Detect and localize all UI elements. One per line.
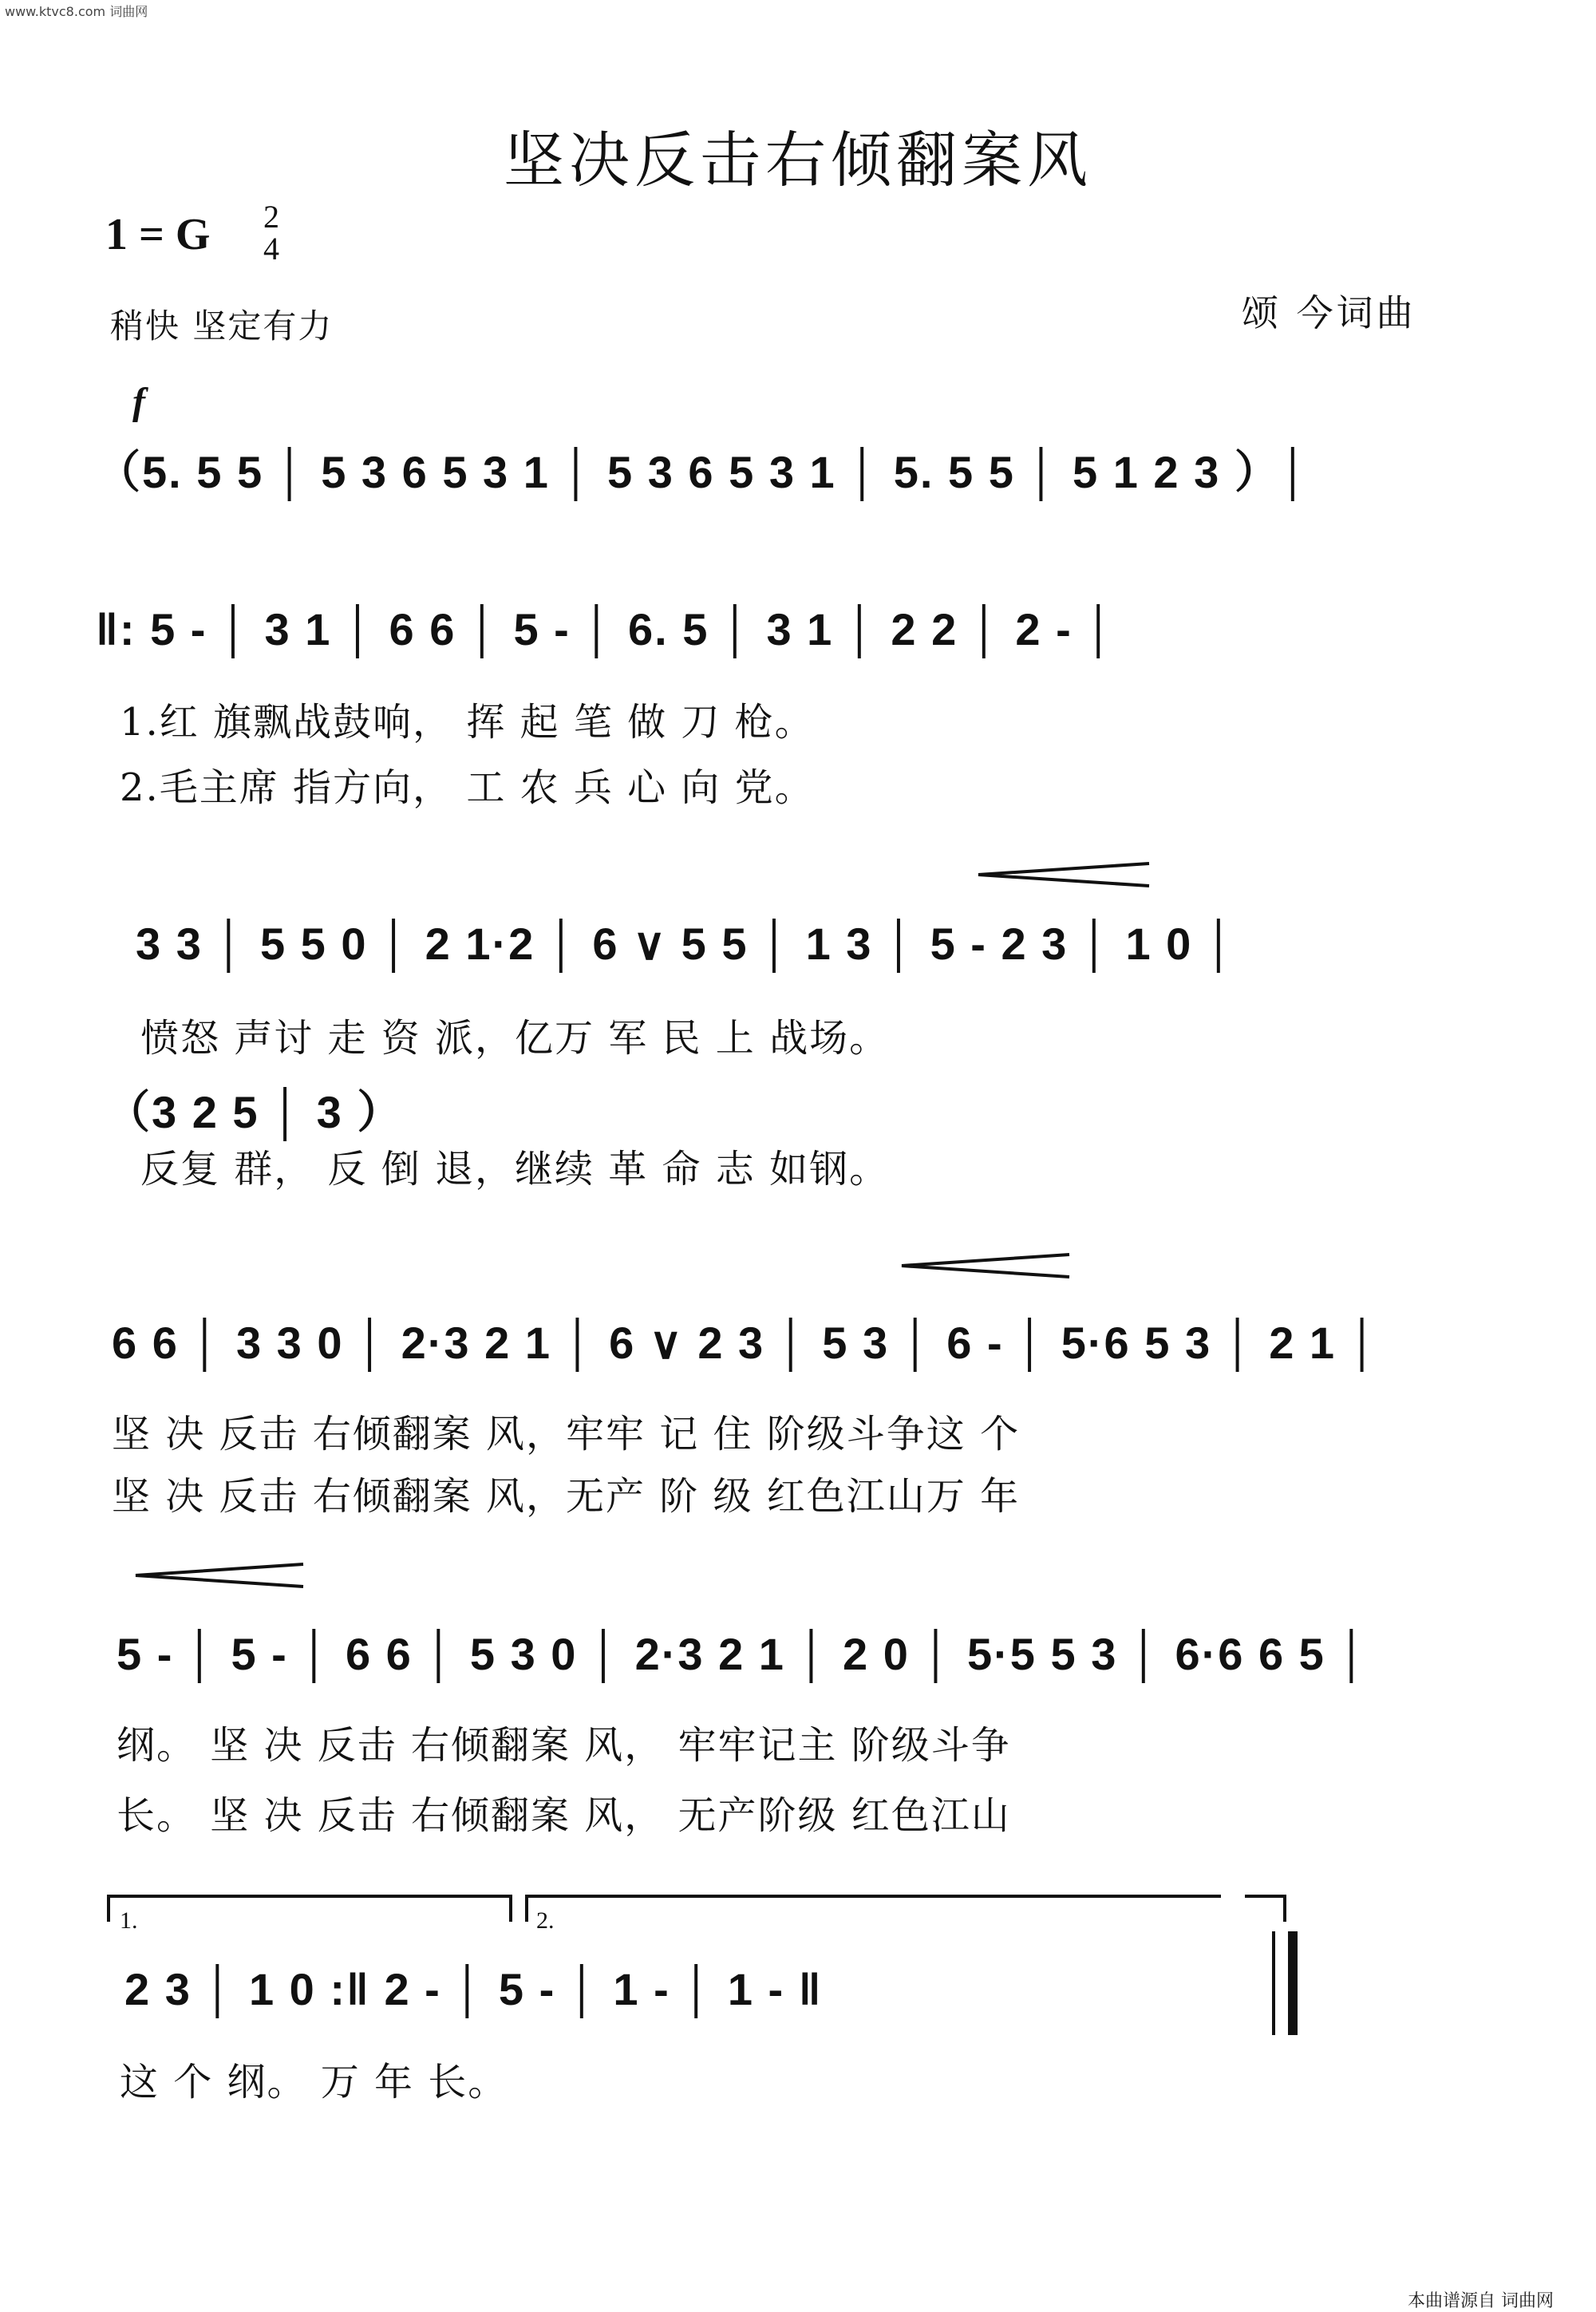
line5-lyric: 这 个 纲。 万 年 长。	[120, 2060, 508, 2105]
line2-lyric-verse1: 愤怒 声讨 走 资 派，亿万 军 民 上 战场。	[140, 1016, 890, 1061]
crescendo-hairpin	[902, 1255, 1069, 1277]
line1-lyric-verse1: 1.红 旗飘战鼓响， 挥 起 笔 做 刀 枪。	[120, 700, 815, 745]
volta-bracket-2	[527, 1896, 1285, 1922]
line3-notes: 6 6 │ 3 3 0 │ 2·3 2 1 │ 6 ∨ 2 3 │ 5 3 │ 6 - │ 5·6 5 3 │ 2 1 │	[112, 1318, 1380, 1368]
dynamic-marking: f	[132, 381, 145, 423]
time-denominator: 4	[263, 231, 279, 267]
composer-credit: 颂 今词曲	[1242, 291, 1416, 334]
line4-notes: 5 - │ 5 - │ 6 6 │ 5 3 0 │ 2·3 2 1 │ 2 0 │ 5·5 5 3 │ 6·6 6 5 │	[117, 1629, 1369, 1679]
crescendo-hairpin	[136, 1564, 303, 1587]
line4-lyric-verse2: 长。 坚 决 反击 右倾翻案 风， 无产阶级 红色江山	[117, 1793, 1011, 1838]
time-numerator: 2	[263, 199, 279, 235]
line2-notes: 3 3 │ 5 5 0 │ 2 1·2 │ 6 ∨ 5 5 │ 1 3 │ 5 - 2 3 │ 1 0 │	[136, 919, 1236, 969]
line2-alt-notes: （3 2 5 │ 3 ）	[105, 1087, 404, 1137]
line3-lyric-verse1: 坚 决 反击 右倾翻案 风，牢牢 记 住 阶级斗争这 个	[112, 1412, 1021, 1456]
volta-1-label: 1.	[120, 1907, 138, 1934]
crescendo-hairpin	[978, 864, 1149, 886]
line2-lyric-verse2: 反复 群， 反 倒 退，继续 革 命 志 如钢。	[140, 1147, 890, 1192]
site-watermark: www.ktvc8.com 词曲网	[5, 4, 148, 19]
intro-notes: （5. 5 5 │ 5 3 6 5 3 1 │ 5 3 6 5 3 1 │ 5. 5 5 │ 5 1 2 3 ）│	[96, 447, 1310, 497]
source-footer: 本曲谱源自 词曲网	[1408, 2291, 1554, 2311]
line4-lyric-verse1: 纲。 坚 决 反击 右倾翻案 风， 牢牢记主 阶级斗争	[117, 1723, 1011, 1768]
song-title: 坚决反击右倾翻案风	[504, 124, 1092, 196]
tempo-marking: 稍快 坚定有力	[110, 306, 334, 346]
volta-2-label: 2.	[536, 1907, 555, 1934]
volta-bracket-1	[109, 1896, 511, 1922]
line1-lyric-verse2: 2.毛主席 指方向， 工 农 兵 心 向 党。	[120, 765, 815, 810]
key-signature: 1 = G	[105, 210, 211, 259]
line1-notes: ‖: 5 - │ 3 1 │ 6 6 │ 5 - │ 6. 5 │ 3 1 │ 2 2 │ 2 - │	[96, 604, 1116, 654]
line5-notes: 2 3 │ 1 0 :‖ 2 - │ 5 - │ 1 - │ 1 - ‖	[124, 1964, 823, 2014]
line3-lyric-verse2: 坚 决 反击 右倾翻案 风，无产 阶 级 红色江山万 年	[112, 1474, 1021, 1519]
